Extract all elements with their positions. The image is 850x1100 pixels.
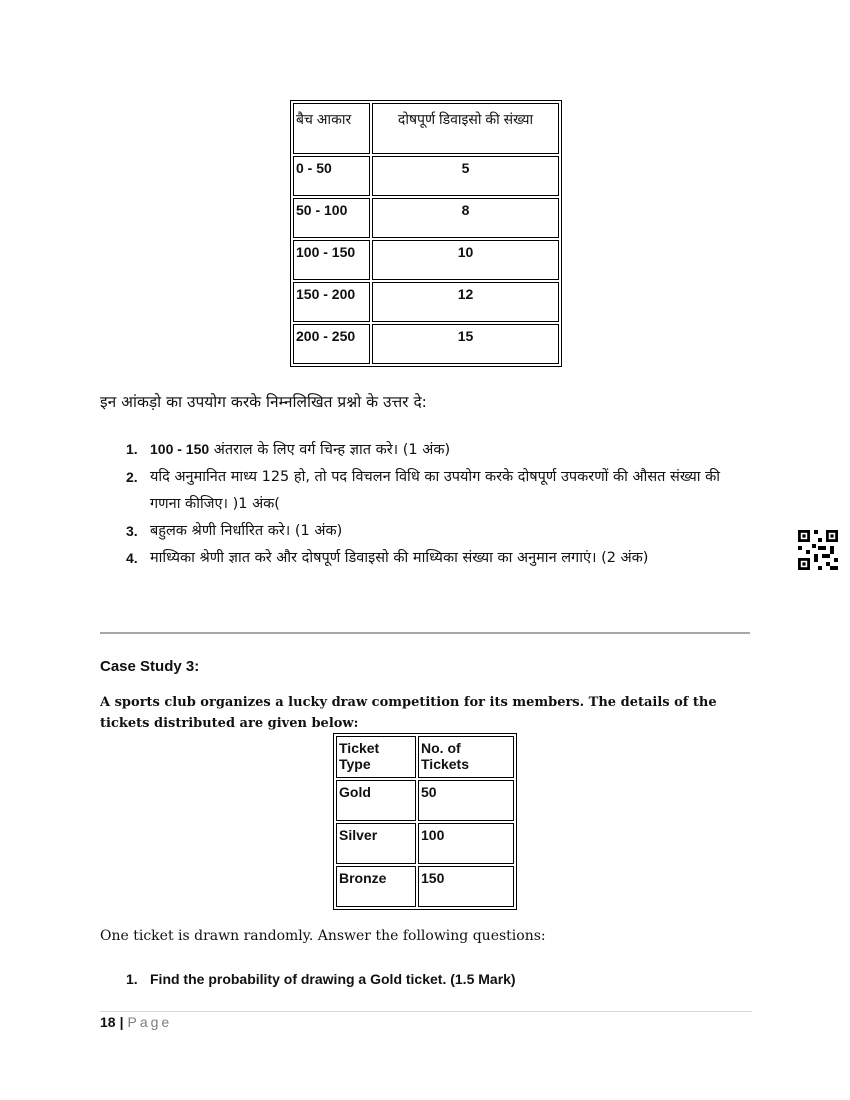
question-number: 1. (126, 971, 138, 987)
table1-cell-range: 150 - 200 (293, 282, 370, 322)
table-row (293, 198, 559, 238)
table1-cell-count: 12 (372, 282, 559, 322)
question-list (100, 436, 750, 572)
table1-cell-range: 50 - 100 (293, 198, 370, 238)
footer-divider (100, 1011, 752, 1012)
list-item (100, 464, 750, 518)
question-text: माध्यिका श्रेणी ज्ञात करे और दोषपूर्ण डिवाइसो की माध्यिका संख्या का अनुमान लगाएं। (2 अंक) (150, 550, 649, 566)
question-text: Find the probability of drawing a Gold ticket. (1.5 Mark) (150, 971, 516, 987)
table-row (336, 780, 514, 821)
page-footer (100, 1014, 172, 1030)
table2-cell-count: 50 (418, 780, 514, 821)
qr-code-icon (798, 530, 838, 570)
table2-cell-type: Silver (336, 823, 416, 864)
table1-cell-count: 10 (372, 240, 559, 280)
table1-cell-range: 100 - 150 (293, 240, 370, 280)
question-text: बहुलक श्रेणी निर्धारित करे। (1 अंक) (150, 523, 343, 539)
table-row (293, 156, 559, 196)
question-number: 1. (126, 441, 138, 457)
table-row (293, 282, 559, 322)
tickets-table (333, 733, 517, 910)
page-number: 18 (100, 1014, 116, 1030)
table1-cell-count: 5 (372, 156, 559, 196)
table-row (336, 823, 514, 864)
case-study-intro: A sports club organizes a lucky draw competition for its members. The details of the tickets distributed are given below: (100, 695, 717, 731)
list-item (100, 966, 750, 994)
list-item (100, 545, 750, 572)
table2-header-ticket-count: No. of Tickets (418, 736, 514, 778)
table1-header-batch-size: बैच आकार (293, 103, 370, 154)
footer-separator: | (119, 1014, 124, 1030)
list-item (100, 518, 750, 545)
case-study-question-list (100, 966, 750, 994)
table1-cell-range: 200 - 250 (293, 324, 370, 364)
table1-cell-range: 0 - 50 (293, 156, 370, 196)
list-item (100, 436, 750, 464)
table1-cell-count: 15 (372, 324, 559, 364)
table2-cell-count: 150 (418, 866, 514, 907)
defective-devices-table (290, 100, 562, 367)
question-text: यदि अनुमानित माध्य 125 हो, तो पद विचलन विधि का उपयोग करके दोषपूर्ण उपकरणों की औसत संख्या की गणना कीजिए। )1 अंक( (150, 469, 720, 512)
question-text: अंतराल के लिए वर्ग चिन्ह ज्ञात करे। (1 अंक) (209, 442, 451, 458)
table2-header-ticket-type: Ticket Type (336, 736, 416, 778)
table1-header-defective-count: दोषपूर्ण डिवाइसो की संख्या (372, 103, 559, 154)
question-number: 2. (126, 469, 138, 485)
question-number: 3. (126, 523, 138, 539)
instruction-text: इन आंकड़ो का उपयोग करके निम्नलिखित प्रश्नो के उत्तर दे: (100, 393, 427, 411)
case-study-title: Case Study 3: (100, 658, 200, 675)
drawn-instruction: One ticket is drawn randomly. Answer the following questions: (100, 928, 546, 944)
question-number: 4. (126, 550, 138, 566)
table-row (293, 240, 559, 280)
page-label: Page (127, 1014, 173, 1030)
table1-cell-count: 8 (372, 198, 559, 238)
table2-cell-type: Bronze (336, 866, 416, 907)
table-row (293, 324, 559, 364)
table-row (336, 866, 514, 907)
table2-cell-count: 100 (418, 823, 514, 864)
table2-cell-type: Gold (336, 780, 416, 821)
question-interval: 100 - 150 (150, 441, 210, 457)
section-divider (100, 632, 750, 634)
